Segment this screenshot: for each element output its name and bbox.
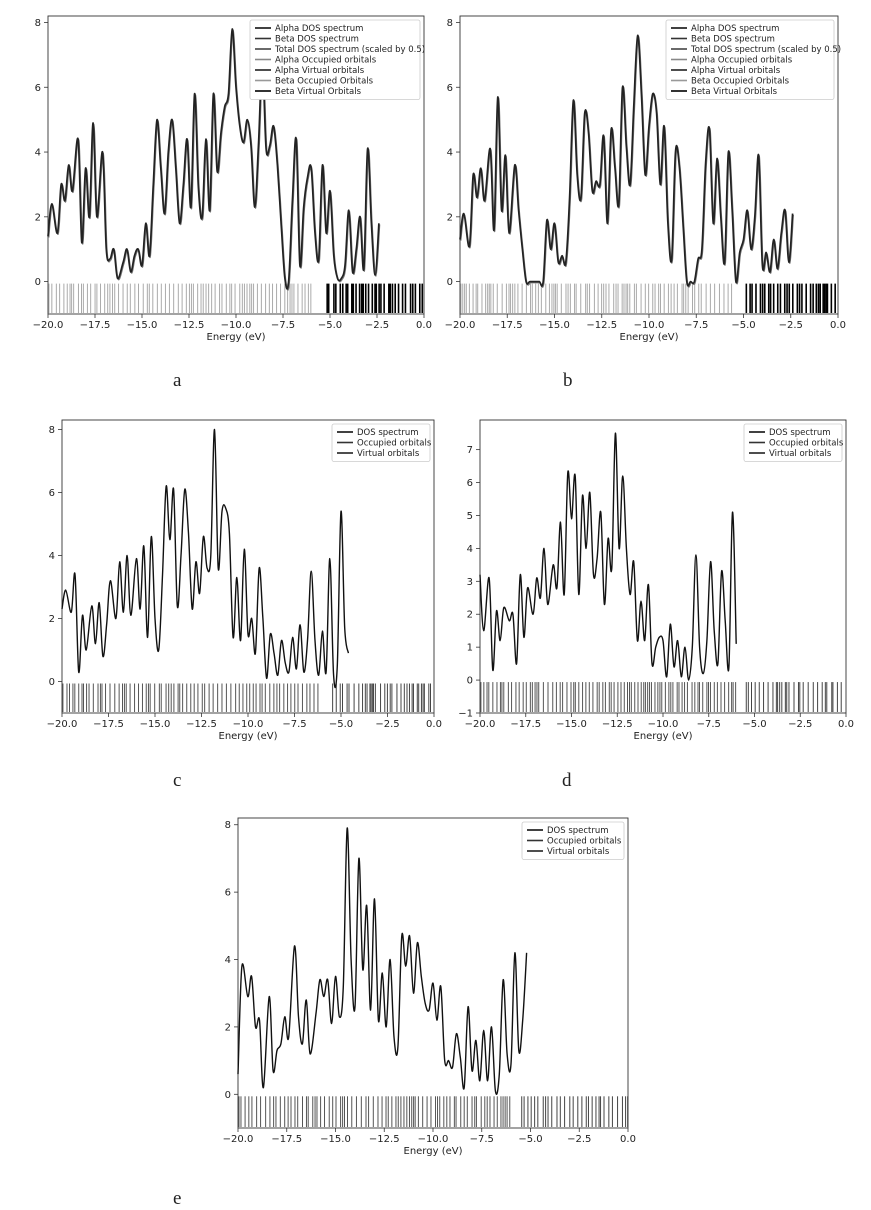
- caption-d: d: [562, 770, 572, 791]
- y-tick-label: 2: [466, 609, 473, 621]
- x-tick-label: 0.0: [416, 320, 432, 331]
- chart-panel-d: [458, 420, 854, 742]
- x-tick-label: −12.5: [601, 719, 633, 730]
- x-tick-label: −17.5: [79, 320, 111, 331]
- x-tick-label: −10.0: [232, 719, 264, 730]
- legend-entry: Beta DOS spectrum: [691, 34, 775, 45]
- x-tick-label: −15.0: [139, 719, 171, 730]
- x-tick-label: −15.0: [539, 320, 570, 331]
- y-tick-label: 8: [34, 17, 41, 29]
- x-tick-label: 0.0: [426, 719, 442, 730]
- x-tick-label: −10.0: [647, 719, 679, 730]
- y-tick-label: 4: [48, 550, 55, 562]
- chart-panel-c: [47, 420, 442, 742]
- legend-entry: Occupied orbitals: [547, 836, 622, 847]
- x-tick-label: −2.5: [364, 320, 390, 331]
- x-tick-label: −12.5: [186, 719, 217, 730]
- legend: [250, 20, 425, 100]
- x-tick-label: −5.0: [518, 1134, 543, 1145]
- legend-entry: Virtual orbitals: [357, 449, 420, 459]
- x-tick-label: −7.5: [696, 719, 721, 730]
- x-tick-label: −2.5: [375, 719, 400, 730]
- x-axis-label: Energy (eV): [633, 731, 693, 742]
- y-tick-label: −1: [458, 708, 473, 720]
- x-axis-label: Energy (eV): [403, 1146, 463, 1157]
- legend-entry: Alpha Occupied orbitals: [275, 55, 377, 66]
- x-tick-label: −2.5: [788, 719, 813, 730]
- legend-entry: Beta Virtual Orbitals: [275, 87, 362, 97]
- x-tick-label: −5.0: [328, 719, 354, 730]
- x-tick-label: −17.5: [491, 320, 523, 331]
- y-tick-label: 4: [224, 955, 231, 967]
- x-tick-label: −12.5: [368, 1134, 400, 1145]
- legend-entry: Alpha Virtual orbitals: [691, 66, 781, 76]
- x-tick-label: −7.5: [469, 1134, 494, 1145]
- x-tick-label: −5.0: [742, 719, 767, 730]
- legend-entry: Beta Occupied Orbitals: [275, 76, 374, 87]
- plot-frame: [480, 420, 846, 713]
- x-tick-label: −20.0: [464, 719, 496, 730]
- x-tick-label: 0.0: [838, 719, 854, 730]
- x-tick-label: −5.0: [317, 320, 343, 331]
- x-tick-label: −17.5: [93, 719, 124, 730]
- y-tick-label: 2: [446, 212, 453, 224]
- caption-b: b: [563, 370, 573, 391]
- legend-entry: Alpha DOS spectrum: [275, 24, 364, 34]
- x-tick-label: 0.0: [620, 1134, 636, 1145]
- chart-panel-a: [33, 16, 432, 343]
- legend-entry: Occupied orbitals: [357, 438, 432, 449]
- x-tick-label: −17.5: [510, 719, 542, 730]
- legend-entry: Virtual orbitals: [769, 449, 832, 459]
- x-tick-label: −5.0: [731, 320, 756, 331]
- legend: [522, 822, 624, 860]
- legend-entry: Total DOS spectrum (scaled by 0.5): [275, 45, 426, 55]
- y-tick-label: 4: [446, 147, 453, 159]
- y-tick-label: 6: [224, 887, 231, 899]
- y-tick-label: 0: [48, 676, 55, 688]
- legend-entry: DOS spectrum: [357, 428, 419, 438]
- y-tick-label: 8: [224, 820, 231, 832]
- y-tick-label: 2: [224, 1022, 231, 1034]
- x-tick-label: −7.5: [282, 719, 307, 730]
- y-tick-label: 6: [48, 487, 55, 499]
- caption-c: c: [173, 770, 182, 791]
- y-tick-label: 6: [446, 82, 453, 94]
- y-tick-label: 0: [224, 1089, 231, 1101]
- chart-panel-b: [445, 16, 846, 343]
- x-tick-label: −20.0: [222, 1134, 254, 1145]
- x-tick-label: −20.0: [444, 320, 476, 331]
- x-tick-label: −20.0: [32, 320, 64, 331]
- legend-entry: Beta Occupied Orbitals: [691, 76, 790, 87]
- y-tick-label: 6: [34, 82, 41, 94]
- legend-entry: DOS spectrum: [547, 826, 609, 836]
- y-tick-label: 6: [466, 478, 473, 490]
- y-tick-label: 4: [34, 147, 41, 159]
- legend-entry: Occupied orbitals: [769, 438, 844, 449]
- legend-entry: Virtual orbitals: [547, 847, 610, 857]
- y-tick-label: 2: [34, 212, 41, 224]
- x-tick-label: 0.0: [830, 320, 846, 331]
- x-axis-label: Energy (eV): [206, 332, 266, 343]
- y-tick-label: 8: [48, 424, 55, 436]
- legend-entry: DOS spectrum: [769, 428, 831, 438]
- legend-entry: Beta DOS spectrum: [275, 34, 359, 45]
- legend: [744, 424, 844, 462]
- x-tick-label: −15.0: [126, 320, 158, 331]
- legend-entry: Alpha Virtual orbitals: [275, 66, 365, 76]
- chart-panel-e: [223, 818, 636, 1157]
- caption-a: a: [173, 370, 182, 391]
- x-tick-label: −7.5: [684, 320, 709, 331]
- legend-entry: Beta Virtual Orbitals: [691, 87, 778, 97]
- x-tick-label: −2.5: [778, 320, 803, 331]
- x-tick-label: −17.5: [271, 1134, 303, 1145]
- plot-frame: [62, 420, 434, 713]
- y-tick-label: 5: [466, 510, 473, 522]
- x-tick-label: −2.5: [567, 1134, 592, 1145]
- x-tick-label: −7.5: [270, 320, 296, 331]
- x-tick-label: −20.0: [46, 719, 78, 730]
- legend-entry: Alpha DOS spectrum: [691, 24, 780, 34]
- x-tick-label: −10.0: [220, 320, 252, 331]
- x-tick-label: −15.0: [556, 719, 587, 730]
- y-tick-label: 7: [466, 445, 473, 457]
- x-tick-label: −15.0: [320, 1134, 351, 1145]
- legend-entry: Alpha Occupied orbitals: [691, 55, 793, 66]
- y-tick-label: 1: [466, 642, 473, 654]
- legend: [332, 424, 432, 462]
- x-tick-label: −12.5: [173, 320, 205, 331]
- y-tick-label: 0: [466, 675, 473, 687]
- y-tick-label: 0: [446, 277, 453, 289]
- x-axis-label: Energy (eV): [619, 332, 679, 343]
- y-tick-label: 3: [466, 576, 473, 588]
- y-tick-label: 4: [466, 543, 473, 555]
- x-axis-label: Energy (eV): [218, 731, 278, 742]
- x-tick-label: −12.5: [586, 320, 618, 331]
- legend-entry: Total DOS spectrum (scaled by 0.5): [691, 45, 842, 55]
- y-tick-label: 8: [446, 17, 453, 29]
- y-tick-label: 0: [34, 277, 41, 289]
- caption-e: e: [173, 1188, 182, 1209]
- y-tick-label: 2: [48, 613, 55, 625]
- legend: [666, 20, 841, 100]
- x-tick-label: −10.0: [633, 320, 665, 331]
- x-tick-label: −10.0: [417, 1134, 449, 1145]
